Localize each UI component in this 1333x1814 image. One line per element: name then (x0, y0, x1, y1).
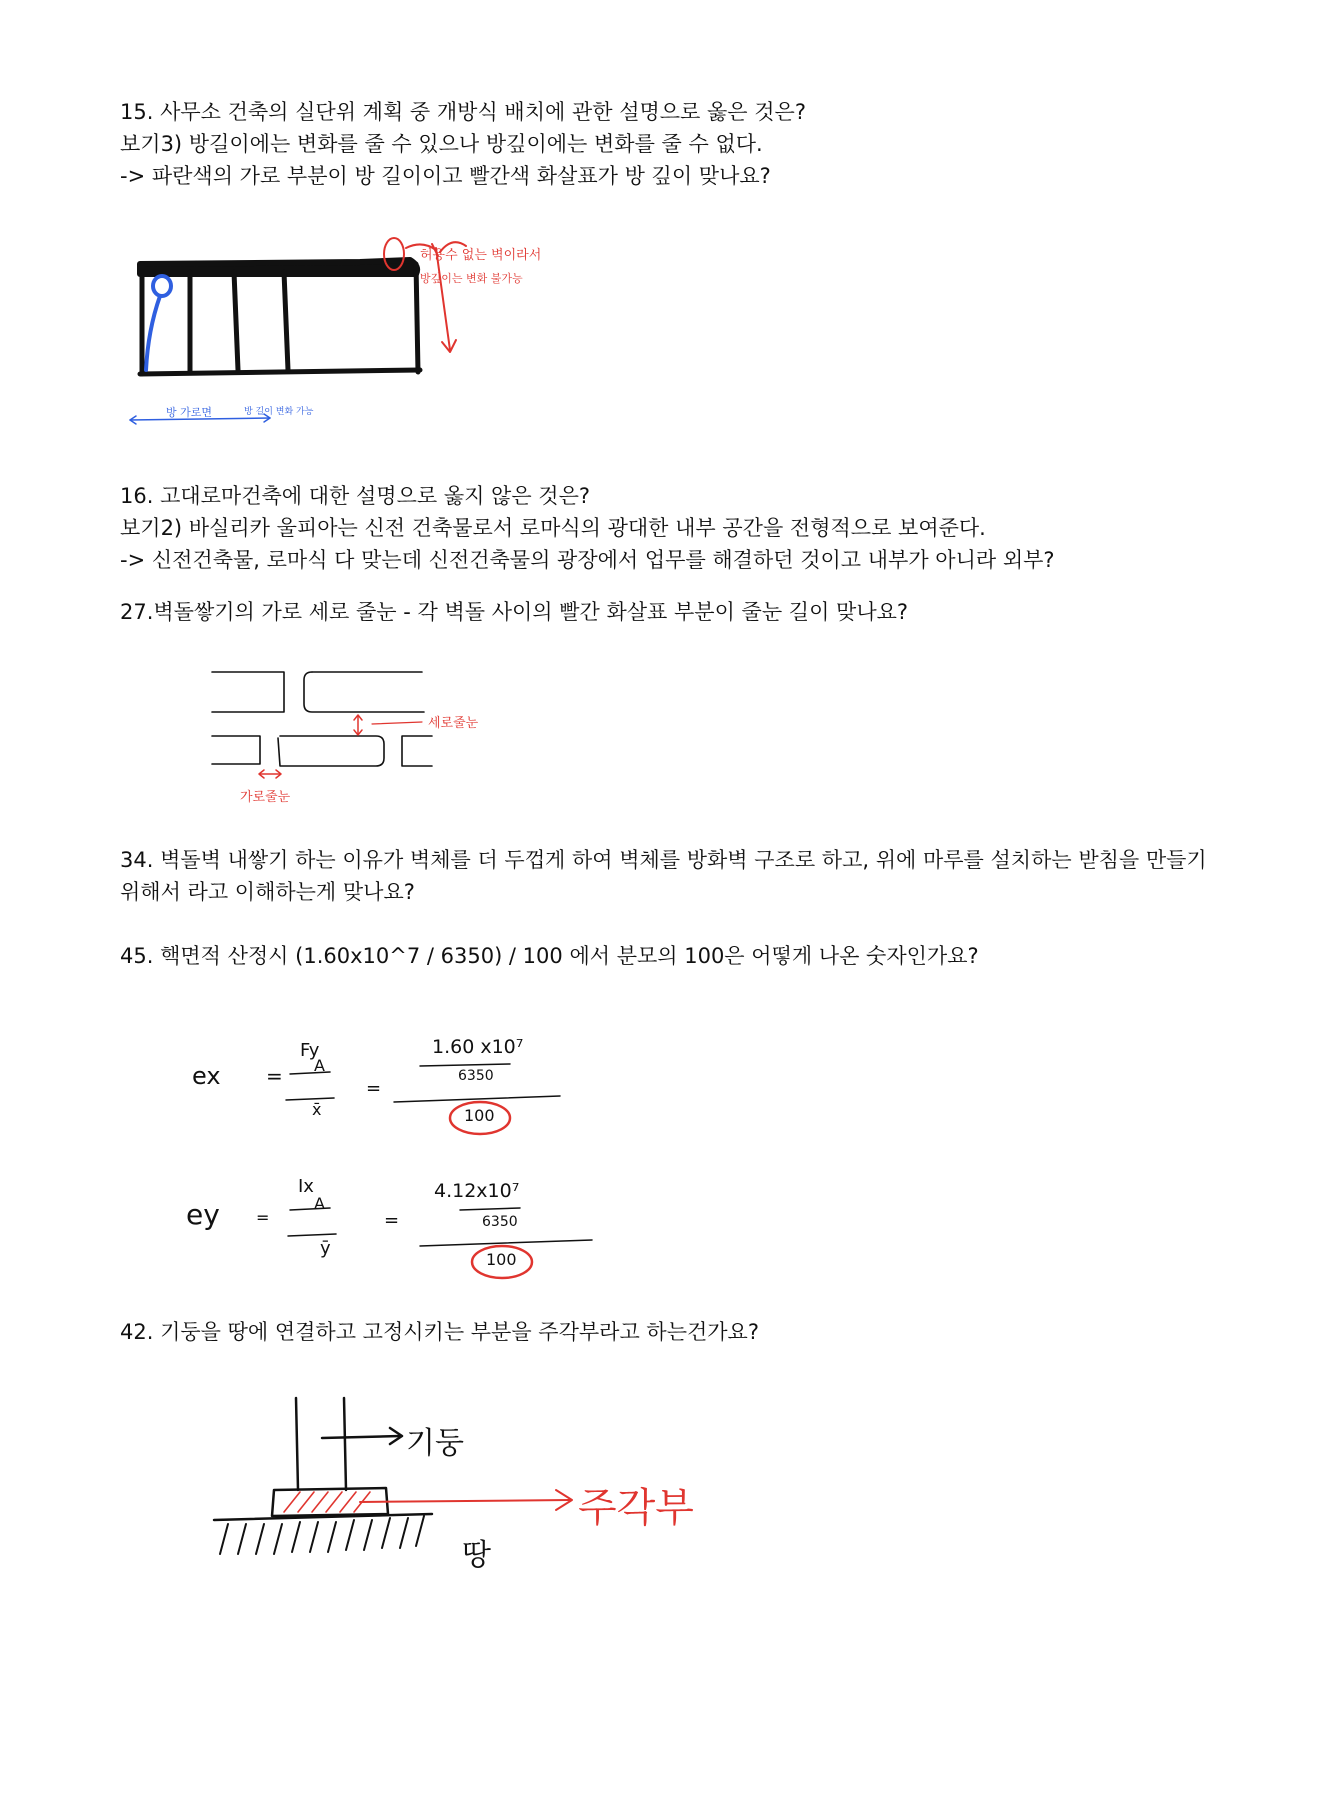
question-16-option: 보기2) 바실리카 울피아는 신전 건축물로서 로마식의 광대한 내부 공간을 전형적으로 보여준다. (120, 516, 986, 540)
ex-divisor: 100 (464, 1106, 495, 1125)
core-area-formula-sketch (180, 1020, 620, 1310)
ix-label: Ix (298, 1176, 314, 1197)
horizontal-joint-label: 가로줄눈 (240, 790, 291, 805)
ex-label: ex (192, 1062, 221, 1090)
question-45-title: 45. 핵면적 산정시 (1.60x10^7 / 6350) / 100 에서 분모의 100은 어떻게 나온 숫자인가요? (120, 944, 979, 968)
ex-equals-2: = (366, 1078, 382, 1099)
ex-equals-1: = (266, 1064, 283, 1088)
ex-numerator: 1.60 x10⁷ (432, 1036, 524, 1058)
ex-a-label: A (314, 1056, 325, 1075)
vertical-joint-label: 세로줄눈 (428, 716, 479, 731)
question-15-option: 보기3) 방길이에는 변화를 줄 수 있으나 방깊이에는 변화를 줄 수 없다. (120, 132, 763, 156)
question-42-title: 42. 기둥을 땅에 연결하고 고정시키는 부분을 주각부라고 하는건가요? (120, 1320, 759, 1344)
question-16-comment: -> 신전건축물, 로마식 다 맞는데 신전건축물의 광장에서 업무를 해결하던 것이고 내부가 아니라 외부? (120, 548, 1055, 572)
ey-equals-2: = (384, 1210, 400, 1231)
question-15 (120, 96, 806, 192)
ey-label: ey (186, 1198, 220, 1231)
ground-label: 땅 (462, 1538, 491, 1573)
office-blue-note-2: 방 길이 변화 가능 (244, 407, 314, 417)
ey-divisor: 100 (486, 1250, 517, 1269)
office-red-note-1: 허용수 없는 벽이라서 (420, 248, 542, 263)
ybar-label: ȳ (320, 1238, 331, 1259)
ex-denominator: 6350 (458, 1068, 494, 1084)
question-34-title: 34. 벽돌벽 내쌓기 하는 이유가 벽체를 더 두껍게 하여 벽체를 방화벽 구조로 하고, 위에 마루를 설치하는 받침을 만들기 위해서 라고 이해하는게 맞나요? (120, 848, 1207, 904)
fy-label: Fy (300, 1040, 320, 1061)
ey-numerator: 4.12x10⁷ (434, 1180, 520, 1202)
question-45 (120, 940, 979, 972)
office-red-note-2: 방깊이는 변화 불가능 (420, 272, 523, 285)
question-42 (120, 1316, 759, 1348)
ey-equals-1: = (256, 1208, 270, 1227)
question-34 (120, 844, 1220, 908)
office-blue-note-1: 방 가로면 (166, 406, 213, 419)
column-label: 기둥 (406, 1426, 464, 1461)
ey-a-label: A (314, 1194, 325, 1213)
column-base-label: 주각부 (578, 1485, 694, 1531)
question-16-title: 16. 고대로마건축에 대한 설명으로 옳지 않은 것은? (120, 484, 591, 508)
question-27 (120, 596, 908, 628)
brick-joint-sketch (200, 660, 460, 780)
ey-denominator: 6350 (482, 1214, 518, 1230)
question-15-title: 15. 사무소 건축의 실단위 계획 중 개방식 배치에 관한 설명으로 옳은 것은? (120, 100, 806, 124)
question-15-comment: -> 파란색의 가로 부분이 방 길이이고 빨간색 화살표가 방 깊이 맞나요? (120, 164, 771, 188)
question-27-title: 27.벽돌쌓기의 가로 세로 줄눈 - 각 벽돌 사이의 빨간 화살표 부분이 줄눈 길이 맞나요? (120, 600, 909, 624)
question-16 (120, 480, 1055, 576)
xbar-label: x̄ (312, 1100, 322, 1119)
